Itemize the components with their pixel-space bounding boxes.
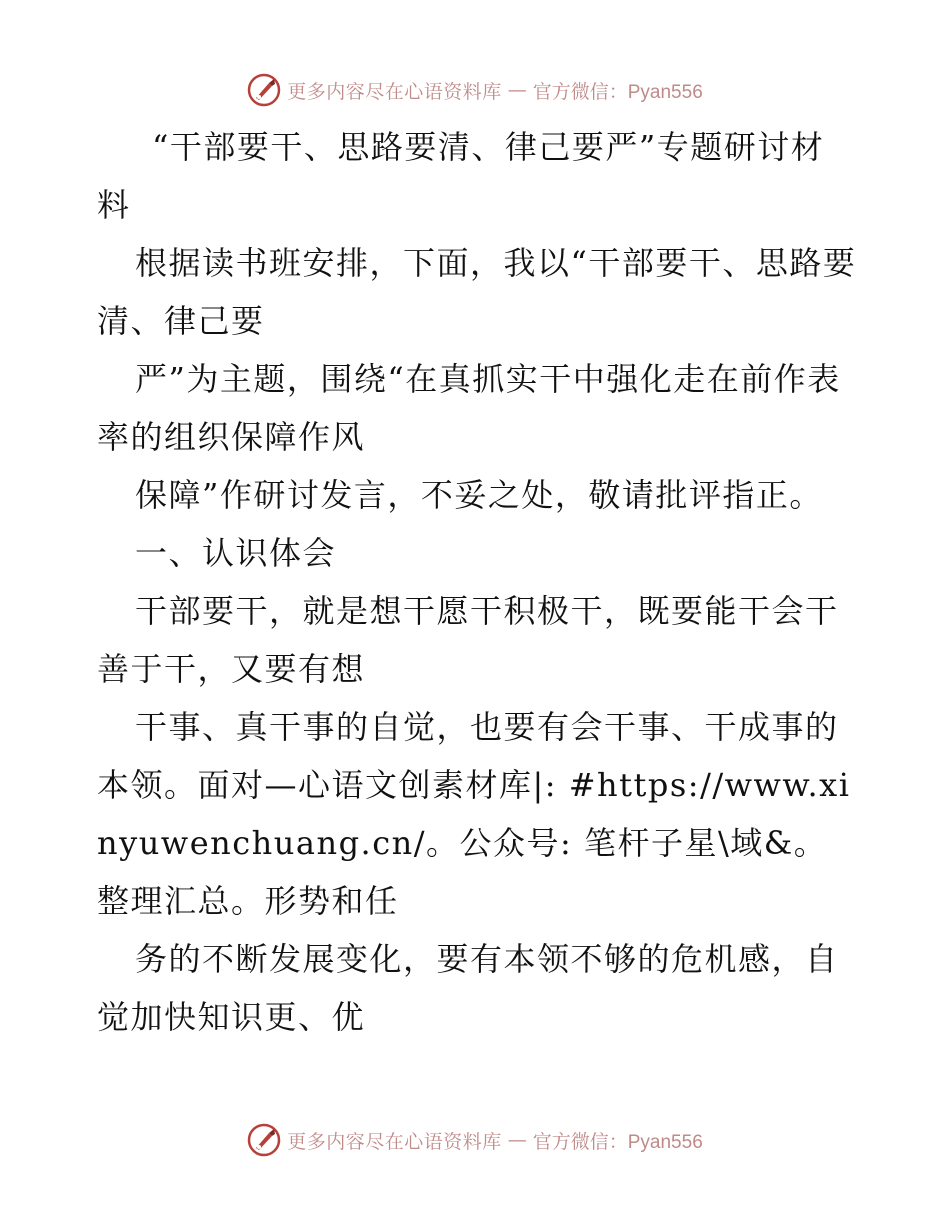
paragraph: 干事、真干事的自觉，也要有会干事、干成事的本领。面对—心语文创素材库|: #https://www.xinyuwenchuang.cn/。公众号: 笔杆子星\域&。整理汇总。形势和任: [97, 708, 851, 920]
header-brand-text: 更多内容尽在心语资料库: [287, 80, 502, 103]
document-body: [97, 118, 857, 1046]
footer-wechat-text: 官方微信：Pyan556: [532, 1131, 703, 1153]
paragraph: 严”为主题，围绕“在真抓实干中强化走在前作表率的组织保障作风: [97, 360, 841, 456]
pen-nib-logo-icon: [247, 73, 281, 107]
document-title: “干部要干、思路要清、律己要严”专题研讨材料: [97, 128, 825, 224]
footer-banner: [0, 1120, 950, 1160]
header-wechat-text: 官方微信：Pyan556: [532, 81, 703, 103]
paragraph: 务的不断发展变化，要有本领不够的危机感，自觉加快知识更、优: [97, 940, 839, 1036]
paragraph: 干部要干，就是想干愿干积极干，既要能干会干善于干，又要有想: [97, 592, 839, 688]
footer-brand-text: 更多内容尽在心语资料库: [287, 1130, 502, 1153]
header-separator: —: [507, 79, 527, 101]
pen-nib-logo-icon: [247, 1123, 281, 1157]
paragraph: 根据读书班安排，下面，我以“干部要干、思路要清、律己要: [97, 244, 857, 340]
section-heading: 一、认识体会: [135, 534, 337, 572]
footer-separator: —: [507, 1129, 527, 1151]
header-banner: [0, 70, 950, 110]
paragraph: 保障”作研讨发言，不妥之处，敬请批评指正。: [135, 476, 823, 514]
